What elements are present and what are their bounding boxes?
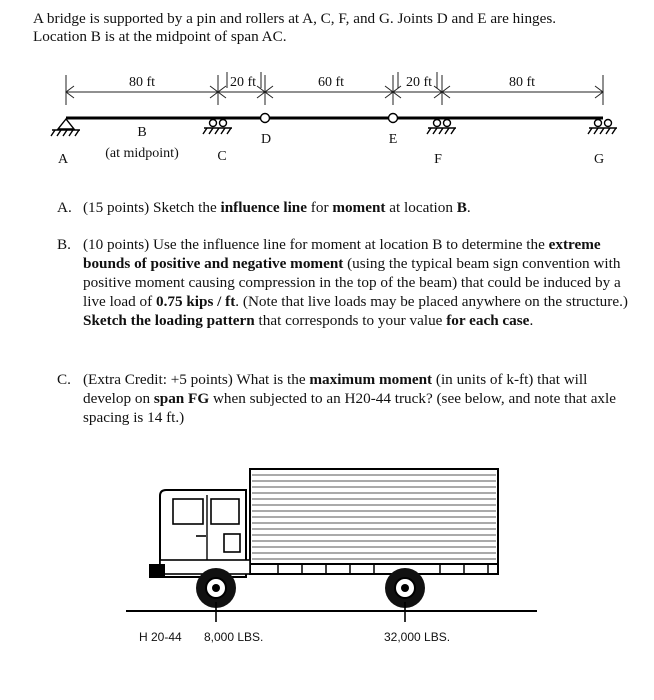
truck-designation: H 20-44 <box>139 630 182 644</box>
rear-wheel <box>385 568 425 608</box>
label-g: G <box>593 152 605 167</box>
intro-line-2: Location B is at the midpoint of span AC. <box>33 28 287 45</box>
pin-support-a <box>51 119 80 136</box>
span-label-cd: 20 ft <box>229 75 257 90</box>
front-axle-load: 8,000 LBS. <box>204 630 264 644</box>
hinge-d <box>261 114 270 123</box>
label-d: D <box>260 132 272 147</box>
label-f: F <box>434 152 442 167</box>
question-b-label: B. <box>57 236 71 253</box>
label-b-note: (at midpoint) <box>105 146 179 161</box>
span-label-fg: 80 ft <box>508 75 536 90</box>
question-c-label: C. <box>57 371 71 388</box>
truck-cab <box>150 490 250 577</box>
truck-cargo-box <box>250 469 498 574</box>
label-b: B <box>137 125 147 140</box>
roller-support-g <box>588 120 617 135</box>
span-label-ef: 20 ft <box>405 75 433 90</box>
label-a: A <box>57 152 69 167</box>
rear-axle-load: 32,000 LBS. <box>384 630 451 644</box>
intro-line-1: A bridge is supported by a pin and rollers at A, C, F, and G. Joints D and E are hinges. <box>33 10 557 27</box>
label-c: C <box>217 149 227 164</box>
label-e: E <box>388 132 398 147</box>
span-label-de: 60 ft <box>317 75 345 90</box>
front-wheel <box>196 568 236 608</box>
span-label-ac-half: 80 ft <box>128 75 156 90</box>
hinge-e <box>389 114 398 123</box>
question-a-label: A. <box>57 199 72 216</box>
roller-support-f <box>427 120 456 135</box>
roller-support-c <box>203 120 232 135</box>
bridge-diagram <box>0 0 654 180</box>
